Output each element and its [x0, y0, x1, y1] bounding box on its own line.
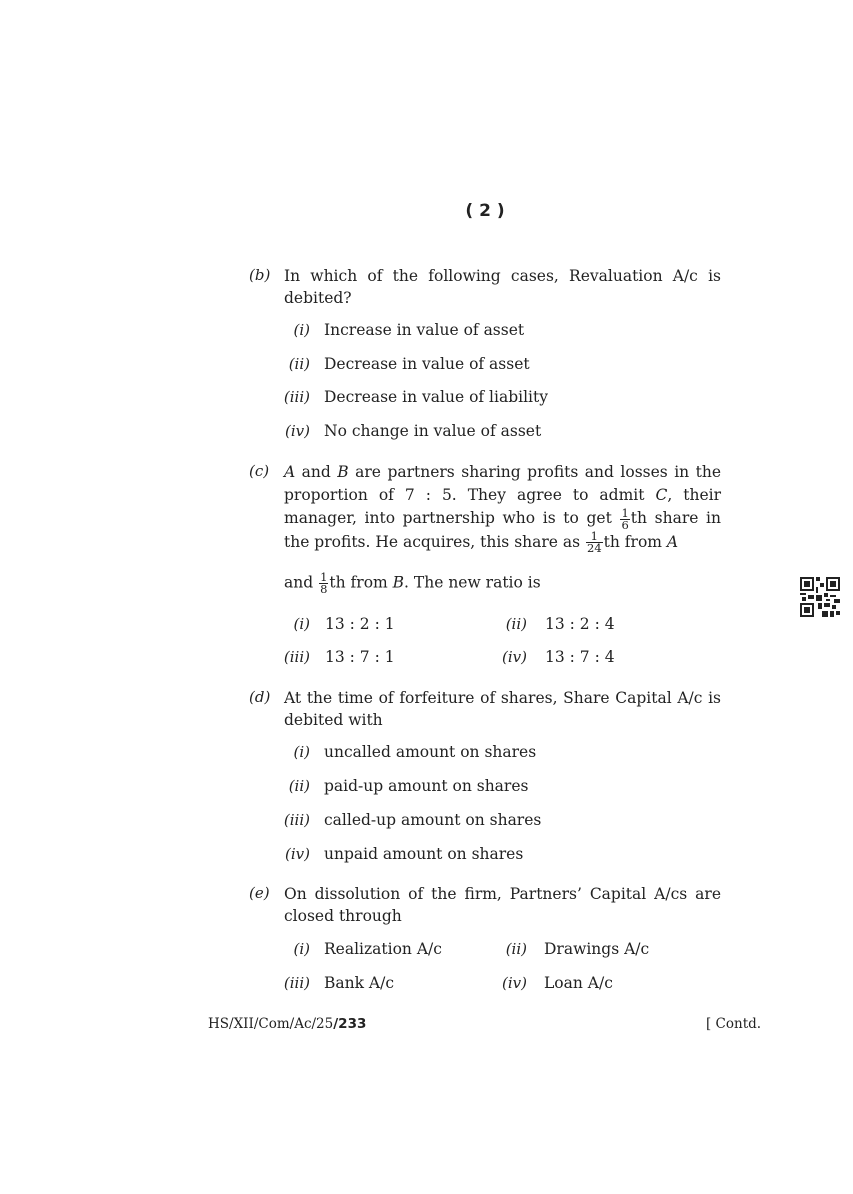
option-label: (iv)	[285, 845, 310, 863]
page-number: ( 2 )	[465, 201, 505, 221]
question-label: (d)	[249, 688, 271, 706]
option-label: (i)	[293, 321, 310, 339]
contd-label: [ Contd.	[706, 1016, 762, 1032]
fraction-one-twentyfourth: $\frac{1}{24}$	[587, 529, 602, 555]
option-text: No change in value of asset	[324, 422, 542, 440]
option-text: Drawings A/c	[544, 940, 650, 958]
option-label: (iii)	[283, 811, 310, 829]
option-text: Decrease in value of liability	[324, 388, 548, 406]
option-label: (iii)	[283, 648, 310, 666]
option-text: 13 : 2 : 4	[545, 615, 615, 633]
partner-b-ref: B	[392, 573, 405, 592]
option-text: 13 : 7 : 1	[325, 648, 395, 666]
option-label: (i)	[293, 615, 310, 633]
partner-a-ref: A	[666, 532, 679, 551]
option-label: (i)	[293, 940, 310, 958]
option-label: (iii)	[283, 974, 310, 992]
option-text: Loan A/c	[544, 974, 613, 992]
option-label: (ii)	[288, 355, 310, 373]
qr-code-icon	[800, 577, 840, 617]
question-text: On dissolution of the firm, Partners’ Capital A/cs are closed through	[284, 885, 721, 925]
partner-b: B	[337, 463, 349, 481]
question-text-cont: and $\frac{1}{8}$ th from B. The new ratio is	[284, 570, 541, 596]
fraction-one-eighth: $\frac{1}{8}$	[320, 570, 328, 596]
fraction-one-sixth: $\frac{1}{6}$	[621, 505, 629, 532]
option-text: Increase in value of asset	[324, 321, 525, 339]
option-label: (iv)	[285, 422, 310, 440]
option-text: uncalled amount on shares	[324, 743, 537, 761]
option-text: Bank A/c	[324, 974, 395, 992]
question-label: (e)	[249, 884, 270, 902]
option-text: Realization A/c	[324, 940, 442, 958]
option-text: called-up amount on shares	[324, 811, 542, 829]
option-text: unpaid amount on shares	[324, 845, 524, 863]
paper-code: HS/XII/Com/Ac/25/233	[208, 1016, 367, 1032]
option-text: paid-up amount on shares	[324, 777, 529, 795]
question-text: In which of the following cases, Revaluation A/c is debited?	[284, 267, 721, 307]
option-label: (iv)	[502, 974, 527, 992]
option-label: (ii)	[505, 940, 527, 958]
partner-a: A	[284, 463, 296, 481]
partner-c: C	[655, 486, 668, 504]
option-label: (iv)	[502, 648, 527, 666]
option-label: (ii)	[505, 615, 527, 633]
option-label: (ii)	[288, 777, 310, 795]
question-text: At the time of forfeiture of shares, Share Capital A/c is debited with	[284, 689, 721, 729]
question-label: (b)	[249, 266, 271, 284]
question-label: (c)	[249, 462, 270, 480]
option-text: 13 : 2 : 1	[325, 615, 395, 633]
option-label: (iii)	[283, 388, 310, 406]
option-text: 13 : 7 : 4	[545, 648, 615, 666]
option-label: (i)	[293, 743, 310, 761]
question-text: A and B are partners sharing profits and losses in the proportion of 7 : 5. They agree to admit C, their manager, into partnership who is to get $\frac{1}{6}$ th share in the profits. He acquires, this share as $\frac{1}{24}$ th from A	[284, 463, 722, 555]
option-text: Decrease in value of asset	[324, 355, 530, 373]
